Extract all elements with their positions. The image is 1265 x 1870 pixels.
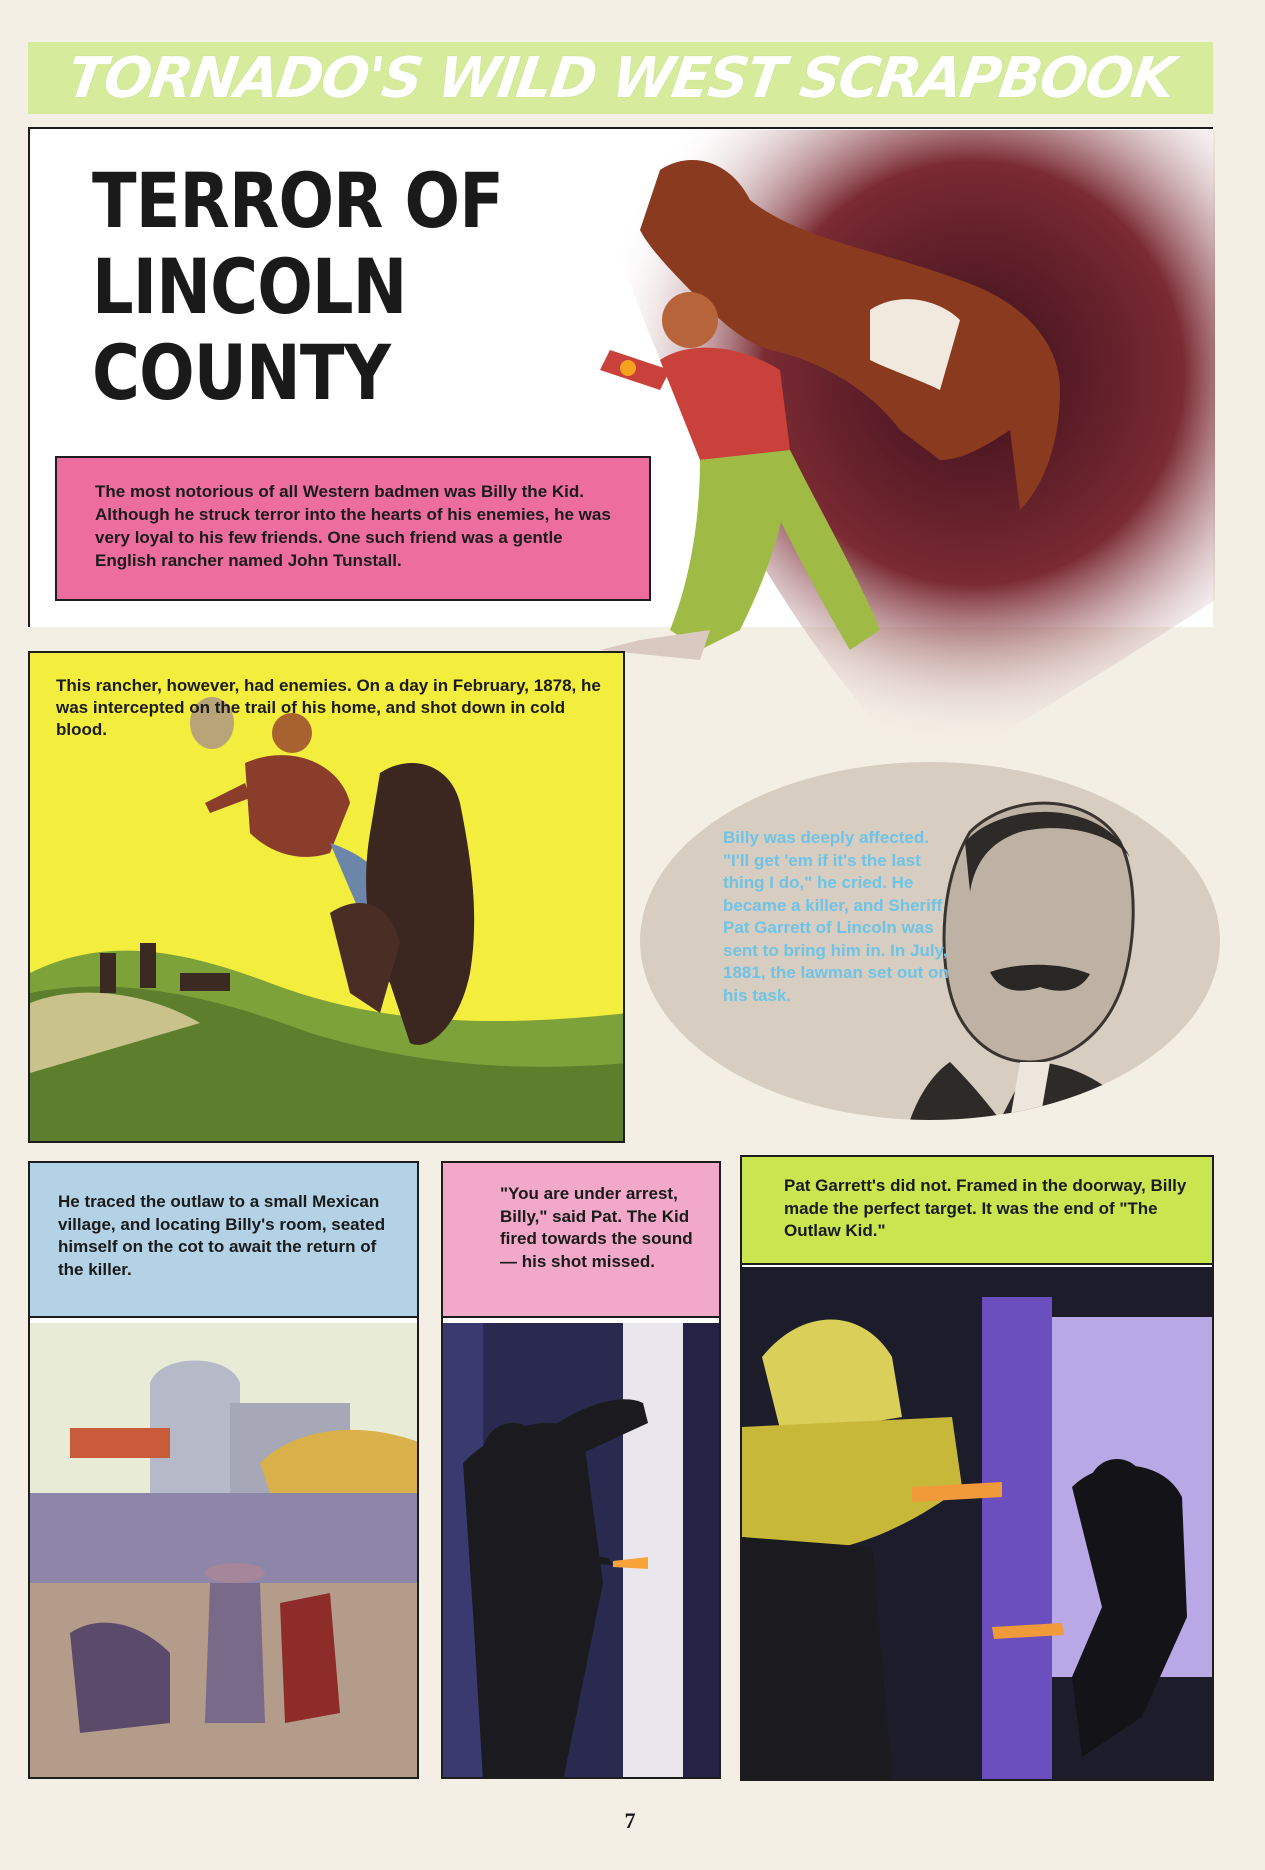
- title-line: LINCOLN: [92, 242, 407, 331]
- rancher-caption: [56, 675, 616, 741]
- arrest-caption-box: [443, 1163, 719, 1318]
- traced-caption-text: He traced the outlaw to a small Mexican village, and locating Billy's room, seated himself on the cot to await the return of the killer.: [58, 1192, 386, 1279]
- intro-caption-text: The most notorious of all Western badmen was Billy the Kid. Although he struck terror into the hearts of his enemies, he was very loyal to his few friends. One such friend was a gentle English rancher named John Tunstall.: [95, 482, 611, 570]
- rancher-caption-text: This rancher, however, had enemies. On a day in February, 1878, he was intercepted on the trail of his home, and shot down in cold blood.: [56, 676, 601, 739]
- page-title: [92, 158, 522, 416]
- title-line: TERROR OF: [92, 156, 504, 245]
- header-banner: [28, 42, 1213, 114]
- garrett-caption-text: Pat Garrett's did not. Framed in the doorway, Billy made the perfect target. It was the end of "The Outlaw Kid.": [784, 1176, 1187, 1240]
- title-line: COUNTY: [92, 328, 391, 417]
- billy-caption-text: Billy was deeply affected. "I'll get 'em if it's the last thing I do," he cried. He became a killer, and Sheriff Pat Garrett of Lincoln was sent to bring him in. In July, 1881, the lawman set out on his task.: [723, 828, 949, 1005]
- page-number: 7: [624, 1808, 636, 1833]
- billy-caption: [723, 827, 955, 1007]
- garrett-caption-box: [742, 1157, 1212, 1265]
- illustration-gunman-horse: [540, 130, 1215, 770]
- banner-title: TORNADO'S WILD WEST SCRAPBOOK: [63, 45, 1178, 111]
- arrest-caption-text: "You are under arrest, Billy," said Pat. The Kid fired towards the sound — his shot missed.: [500, 1184, 693, 1271]
- traced-caption-box: [30, 1163, 417, 1318]
- intro-caption-box: [55, 456, 651, 601]
